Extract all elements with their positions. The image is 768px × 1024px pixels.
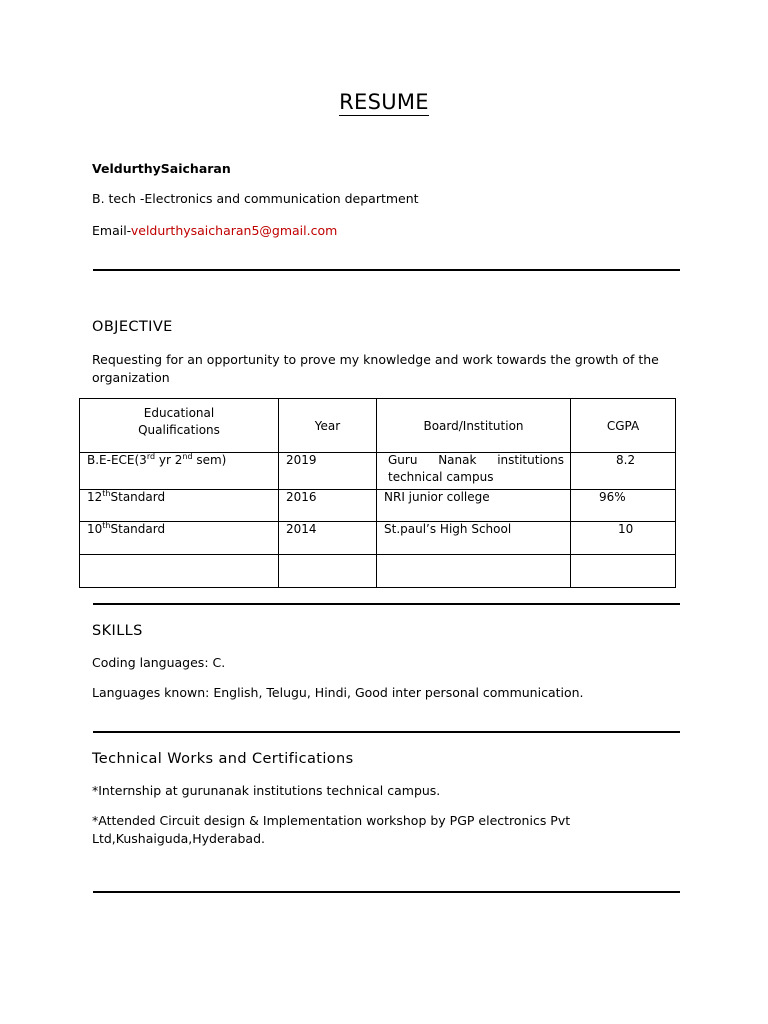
qualification-text: sem)	[192, 453, 227, 467]
candidate-name: VeldurthySaicharan	[92, 161, 231, 176]
divider-4	[93, 891, 680, 893]
skills-languages: Languages known: English, Telugu, Hindi, Good inter personal communication.	[92, 685, 584, 700]
board-word: Nanak	[438, 453, 477, 467]
objective-heading: OBJECTIVE	[92, 319, 173, 335]
technical-item-2-line2: Ltd,Kushaiguda,Hyderabad.	[92, 831, 265, 846]
empty-cell	[377, 555, 571, 588]
cgpa-cell: 10	[571, 522, 676, 555]
technical-heading: Technical Works and Certifications	[92, 751, 354, 767]
qualification-text: B.E-ECE(3	[87, 453, 147, 467]
qualification-text: Standard	[110, 522, 166, 536]
qualification-cell	[80, 522, 279, 555]
board-cell: St.paul’s High School	[377, 522, 571, 555]
header-qualifications	[80, 399, 279, 453]
board-word: institutions	[497, 453, 564, 467]
header-qualifications-line1: Educational	[143, 406, 215, 420]
header-qualifications-line2: Qualifications	[138, 423, 220, 437]
qualification-cell	[80, 490, 279, 522]
superscript: rd	[146, 452, 156, 461]
objective-text-line1: Requesting for an opportunity to prove my knowledge and work towards the growth of the	[92, 352, 659, 367]
board-cell	[377, 453, 571, 490]
empty-cell	[571, 555, 676, 588]
skills-coding: Coding languages: C.	[92, 655, 226, 670]
divider-1	[93, 269, 680, 271]
year-cell: 2019	[279, 453, 377, 490]
board-line1	[388, 453, 566, 467]
divider-2	[93, 603, 680, 605]
technical-item-2-line1: *Attended Circuit design & Implementation workshop by PGP electronics Pvt	[92, 813, 571, 828]
table-row	[80, 490, 676, 522]
board-word: Guru	[388, 453, 418, 467]
table-header-row	[80, 399, 676, 453]
superscript: th	[102, 489, 111, 498]
table-row	[80, 453, 676, 490]
superscript: th	[102, 521, 111, 530]
header-year: Year	[279, 399, 377, 453]
technical-item-1: *Internship at gurunanak institutions technical campus.	[92, 783, 441, 798]
empty-cell	[279, 555, 377, 588]
divider-3	[93, 731, 680, 733]
qualification-text: yr 2	[155, 453, 183, 467]
qualification-text: 12	[87, 490, 103, 504]
board-line2: technical campus	[388, 470, 494, 484]
board-cell: NRI junior college	[377, 490, 571, 522]
email-label: Email-	[92, 223, 131, 238]
cgpa-cell: 96%	[571, 490, 676, 522]
superscript: nd	[182, 452, 193, 461]
header-cgpa: CGPA	[571, 399, 676, 453]
table-row-empty	[80, 555, 676, 588]
table-row	[80, 522, 676, 555]
degree-line: B. tech -Electronics and communication department	[92, 191, 419, 206]
year-cell: 2014	[279, 522, 377, 555]
skills-heading: SKILLS	[92, 623, 143, 639]
education-table	[79, 398, 676, 588]
cgpa-cell: 8.2	[571, 453, 676, 490]
empty-cell	[80, 555, 279, 588]
qualification-text: Standard	[110, 490, 166, 504]
objective-text-line2: organization	[92, 370, 170, 385]
email-link[interactable]: veldurthysaicharan5@gmail.com	[130, 223, 338, 238]
resume-title-text: RESUME	[339, 90, 429, 114]
qualification-cell	[80, 453, 279, 490]
resume-title	[0, 90, 768, 114]
email-line	[92, 223, 337, 238]
qualification-text: 10	[87, 522, 103, 536]
header-board: Board/Institution	[377, 399, 571, 453]
year-cell: 2016	[279, 490, 377, 522]
